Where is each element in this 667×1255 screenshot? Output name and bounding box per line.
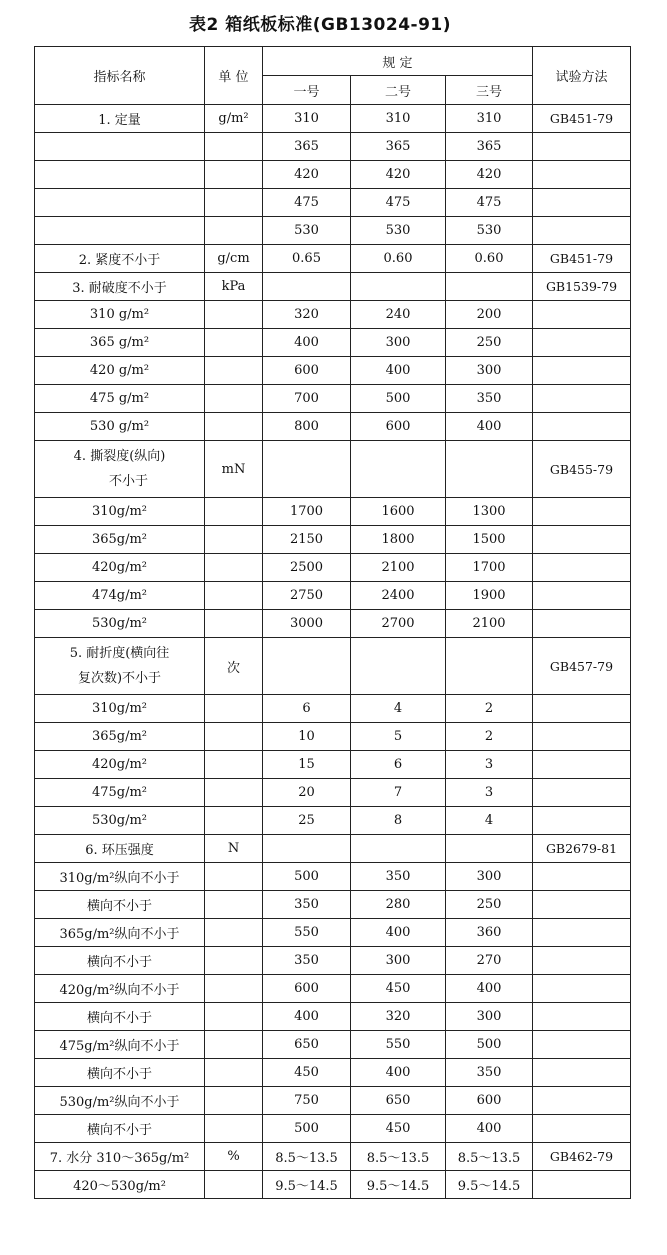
value-grade2: 600 [351,413,446,441]
value-grade3: 300 [446,1003,533,1031]
row-label: 横向不小于 [35,947,205,975]
row-unit: % [205,1143,263,1171]
value-grade1: 475 [263,189,351,217]
row-label: 310g/m² [35,498,205,526]
table-row [35,301,631,329]
table-row [35,1115,631,1143]
row-name: 3. 耐破度不小于 [35,273,205,301]
value-grade1: 750 [263,1087,351,1115]
value-grade2: 300 [351,947,446,975]
row-label: 475g/m² [35,779,205,807]
value-grade3: 0.60 [446,245,533,273]
table-row [35,1143,631,1171]
value-grade1: 2500 [263,554,351,582]
value-grade3: 420 [446,161,533,189]
value-grade3: 500 [446,1031,533,1059]
value-grade2: 280 [351,891,446,919]
row-label: 530g/m² [35,610,205,638]
table-row [35,947,631,975]
table-row [35,1003,631,1031]
row-method: GB1539-79 [533,273,631,301]
value-grade3: 310 [446,105,533,133]
row-label: 475g/m²纵向不小于 [35,1031,205,1059]
value-grade2: 2700 [351,610,446,638]
value-grade3: 1700 [446,554,533,582]
value-grade1: 450 [263,1059,351,1087]
row-label: 475 g/m² [35,385,205,413]
value-grade1: 25 [263,807,351,835]
table-row [35,863,631,891]
table-row [35,385,631,413]
value-grade2: 4 [351,695,446,723]
row-label: 530g/m² [35,807,205,835]
value-grade2: 8.5～13.5 [351,1143,446,1171]
table-row [35,498,631,526]
value-grade3: 3 [446,779,533,807]
value-grade3: 400 [446,413,533,441]
row-label: 横向不小于 [35,1115,205,1143]
row-label: 420～530g/m² [35,1171,205,1199]
row-name: 1. 定量 [35,105,205,133]
value-grade2: 300 [351,329,446,357]
header-grade2: 二号 [351,76,446,105]
row-label: 365 g/m² [35,329,205,357]
value-grade1: 1700 [263,498,351,526]
value-grade1: 2750 [263,582,351,610]
value-grade2: 450 [351,975,446,1003]
table-row [35,1059,631,1087]
table-row [35,835,631,863]
value-grade1: 600 [263,975,351,1003]
value-grade2: 310 [351,105,446,133]
header-grade3: 三号 [446,76,533,105]
row-method: GB457-79 [533,638,631,695]
table-row [35,919,631,947]
value-grade1: 420 [263,161,351,189]
value-grade3: 2 [446,723,533,751]
value-grade1: 600 [263,357,351,385]
row-label: 365g/m² [35,723,205,751]
value-grade3: 2 [446,695,533,723]
table-row [35,105,631,133]
table-row [35,526,631,554]
row-label: 530g/m²纵向不小于 [35,1087,205,1115]
value-grade1: 0.65 [263,245,351,273]
value-grade3: 365 [446,133,533,161]
value-grade2: 550 [351,1031,446,1059]
row-method: GB2679-81 [533,835,631,863]
value-grade1: 320 [263,301,351,329]
value-grade3: 475 [446,189,533,217]
value-grade2: 240 [351,301,446,329]
table-row [35,723,631,751]
table-row [35,189,631,217]
value-grade2: 1600 [351,498,446,526]
value-grade3: 3 [446,751,533,779]
value-grade3: 300 [446,357,533,385]
value-grade1: 400 [263,329,351,357]
value-grade2: 9.5～14.5 [351,1171,446,1199]
value-grade3: 4 [446,807,533,835]
table-row [35,329,631,357]
value-grade2: 0.60 [351,245,446,273]
row-method: GB455-79 [533,441,631,498]
value-grade3: 8.5～13.5 [446,1143,533,1171]
value-grade1: 20 [263,779,351,807]
value-grade2: 2400 [351,582,446,610]
value-grade2: 475 [351,189,446,217]
value-grade1: 650 [263,1031,351,1059]
value-grade3: 250 [446,891,533,919]
value-grade2: 2100 [351,554,446,582]
row-method: GB462-79 [533,1143,631,1171]
row-name-line1: 5. 耐折度(横向往 [69,646,170,661]
value-grade1: 350 [263,947,351,975]
header-unit: 单 位 [205,47,263,105]
row-label: 横向不小于 [35,891,205,919]
value-grade3: 400 [446,1115,533,1143]
value-grade1: 3000 [263,610,351,638]
row-name-line2: 不小于 [108,474,148,489]
table-row [35,161,631,189]
value-grade1: 365 [263,133,351,161]
table-row [35,582,631,610]
row-label: 310 g/m² [35,301,205,329]
table-row [35,1171,631,1199]
value-grade2: 400 [351,919,446,947]
value-grade1: 350 [263,891,351,919]
value-grade2: 320 [351,1003,446,1031]
value-grade2: 365 [351,133,446,161]
table-row [35,273,631,301]
header-method: 试验方法 [533,47,631,105]
row-name-line2: 复次数)不小于 [77,671,162,686]
value-grade3: 270 [446,947,533,975]
row-label: 530 g/m² [35,413,205,441]
row-name-line1: 4. 撕裂度(纵向) [73,449,166,464]
row-label: 横向不小于 [35,1003,205,1031]
value-grade3: 400 [446,975,533,1003]
table-row [35,1031,631,1059]
table-row [35,695,631,723]
value-grade1: 700 [263,385,351,413]
value-grade1: 800 [263,413,351,441]
value-grade2: 1800 [351,526,446,554]
value-grade1: 6 [263,695,351,723]
table-row [35,610,631,638]
row-name: 6. 环压强度 [35,835,205,863]
row-label: 420 g/m² [35,357,205,385]
row-label: 420g/m²纵向不小于 [35,975,205,1003]
row-name: 2. 紧度不小于 [35,245,205,273]
value-grade1: 9.5～14.5 [263,1171,351,1199]
value-grade2: 450 [351,1115,446,1143]
value-grade1: 10 [263,723,351,751]
value-grade3: 1500 [446,526,533,554]
table-row [35,638,631,695]
row-label: 420g/m² [35,554,205,582]
value-grade1: 500 [263,1115,351,1143]
table-row [35,807,631,835]
value-grade1: 310 [263,105,351,133]
row-unit: N [205,835,263,863]
table-row [35,357,631,385]
value-grade1: 500 [263,863,351,891]
value-grade2: 5 [351,723,446,751]
row-label: 420g/m² [35,751,205,779]
value-grade2: 8 [351,807,446,835]
value-grade2: 400 [351,1059,446,1087]
value-grade3: 360 [446,919,533,947]
value-grade2: 7 [351,779,446,807]
value-grade3: 530 [446,217,533,245]
table-row [35,554,631,582]
table-row [35,1087,631,1115]
row-unit: 次 [205,638,263,695]
value-grade2: 400 [351,357,446,385]
table-row [35,779,631,807]
value-grade3: 350 [446,385,533,413]
row-label: 365g/m² [35,526,205,554]
row-name: 7. 水分 310～365g/m² [35,1143,205,1171]
value-grade3: 1300 [446,498,533,526]
table-row [35,133,631,161]
value-grade2: 420 [351,161,446,189]
standard-table [34,46,631,1199]
row-label: 474g/m² [35,582,205,610]
row-label: 310g/m² [35,695,205,723]
row-method: GB451-79 [533,245,631,273]
table-row [35,245,631,273]
row-label: 365g/m²纵向不小于 [35,919,205,947]
row-unit: mN [205,441,263,498]
value-grade3: 200 [446,301,533,329]
value-grade1: 2150 [263,526,351,554]
table-row [35,413,631,441]
value-grade3: 250 [446,329,533,357]
value-grade2: 530 [351,217,446,245]
table-title: 表2 箱纸板标准(GB13024-91) [188,15,452,35]
value-grade3: 350 [446,1059,533,1087]
value-grade2: 650 [351,1087,446,1115]
table-row [35,891,631,919]
header-spec: 规 定 [263,47,533,76]
table-row [35,217,631,245]
value-grade3: 9.5～14.5 [446,1171,533,1199]
table-row [35,975,631,1003]
value-grade1: 15 [263,751,351,779]
row-name [35,441,205,498]
row-unit: kPa [205,273,263,301]
value-grade3: 300 [446,863,533,891]
row-label: 310g/m²纵向不小于 [35,863,205,891]
value-grade2: 500 [351,385,446,413]
value-grade2: 6 [351,751,446,779]
row-unit: g/m² [205,105,263,133]
header-grade1: 一号 [263,76,351,105]
row-name [35,638,205,695]
row-label: 横向不小于 [35,1059,205,1087]
value-grade1: 400 [263,1003,351,1031]
table-row [35,751,631,779]
value-grade1: 8.5～13.5 [263,1143,351,1171]
value-grade1: 550 [263,919,351,947]
row-method: GB451-79 [533,105,631,133]
row-unit: g/cm [205,245,263,273]
value-grade2: 350 [351,863,446,891]
value-grade3: 1900 [446,582,533,610]
value-grade1: 530 [263,217,351,245]
value-grade3: 600 [446,1087,533,1115]
table-row [35,441,631,498]
header-name: 指标名称 [35,47,205,105]
value-grade3: 2100 [446,610,533,638]
